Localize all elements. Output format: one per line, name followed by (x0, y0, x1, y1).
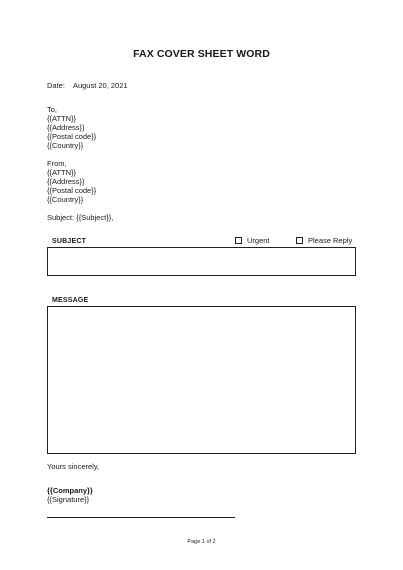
subject-box[interactable] (47, 247, 356, 276)
from-postal-code: {{Postal code}} (47, 186, 97, 195)
please-reply-checkbox[interactable] (296, 237, 303, 244)
date-value: August 20, 2021 (72, 81, 128, 90)
to-heading: To, (47, 105, 58, 114)
company-name: {{Company}} (47, 486, 93, 495)
page-number: Page 1 of 2 (187, 539, 216, 545)
subject-section-label: SUBJECT (52, 238, 87, 245)
date-label: Date: (47, 81, 65, 90)
from-address: {{Address}} (47, 177, 85, 186)
to-address: {{Address}} (47, 123, 85, 132)
please-reply-option[interactable] (296, 236, 352, 245)
document-title: FAX COVER SHEET WORD (133, 48, 270, 60)
to-postal-code: {{Postal code}} (47, 132, 97, 141)
subject-line: Subject: {{Subject}}, (47, 213, 114, 222)
urgent-option[interactable] (235, 236, 270, 245)
from-block (47, 159, 96, 204)
date-row (47, 81, 128, 90)
please-reply-label: Please Reply (308, 236, 353, 245)
urgent-label: Urgent (247, 236, 270, 245)
signature-rule (47, 517, 235, 518)
to-country: {{Country}} (47, 141, 84, 150)
to-block (47, 105, 96, 150)
message-section-label: MESSAGE (52, 297, 89, 304)
signature-placeholder: {{Signature}} (47, 495, 90, 504)
to-attn: {{ATTN}} (47, 114, 77, 123)
urgent-checkbox[interactable] (235, 237, 242, 244)
from-country: {{Country}} (47, 195, 84, 204)
from-heading: From, (47, 159, 67, 168)
from-attn: {{ATTN}} (47, 168, 77, 177)
closing-text: Yours sincerely, (47, 462, 100, 471)
message-box[interactable] (47, 306, 356, 454)
